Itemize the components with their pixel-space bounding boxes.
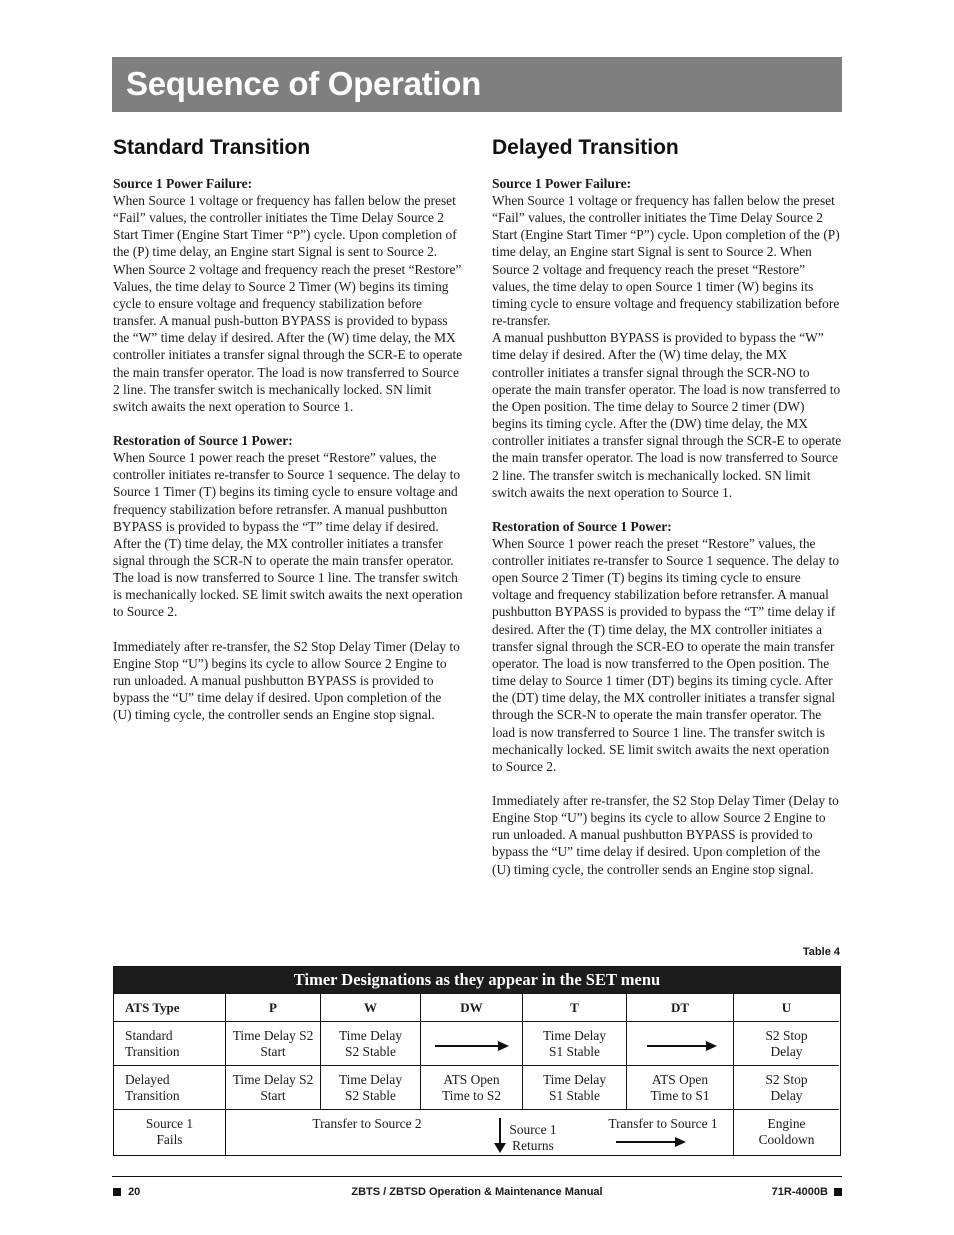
standard-row-type: Standard Transition [114, 1022, 226, 1065]
delayed-transition-section [492, 136, 842, 878]
delayed-row-dw: ATS Open Time to S2 [421, 1066, 523, 1109]
doc-number: 71R-4000B [771, 1186, 828, 1198]
standard-transition-heading: Standard Transition [113, 136, 311, 159]
header-u: U [781, 1000, 792, 1015]
header-p: P [226, 994, 321, 1021]
arrow-right-icon [435, 1041, 509, 1051]
delayed-restore-heading: Restoration of Source 1 Power: [492, 518, 672, 534]
standard-row-dt [627, 1022, 734, 1065]
header-dw: DW [421, 994, 523, 1021]
standard-restore-heading: Restoration of Source 1 Power: [113, 433, 293, 449]
standard-row-w: Time Delay S2 Stable [321, 1022, 421, 1065]
delayed-restore-text: When Source 1 power reach the preset “Restore” values, the controller initiates re-transfer to Source 1 sequence. The delay to open Source 2 Timer (T) begins its timing cycle to ensure voltage and frequency stabilization before retransfer. A manual pushbutton BYPASS is provided to bypass the “T” time delay if desired. After the (T) time delay, the MX controller initiates a transfer signal through the SCR-EO to operate the main transfer operator. The load is now transferred to the Open position. The time delay to Source 1 timer (DT) begins its timing cycle. After the (DT) time delay, the MX controller initiates a transfer signal through the SCR-N to operate the main transfer operator. The load is now transferred to Source 1 line. The transfer switch is mechanically locked. SE limit switch awaits the next operation to Source 2. [492, 535, 840, 774]
footer-page-number-block [113, 1186, 140, 1198]
timeline-engine-cooldown: Engine Cooldown [758, 1116, 815, 1147]
table-row-standard [114, 1022, 839, 1066]
page-title: Sequence of Operation [126, 65, 481, 102]
table-row-timeline [114, 1110, 839, 1155]
header-t: T [523, 994, 627, 1021]
arrow-right-icon [647, 1041, 717, 1051]
header-w: W [321, 994, 421, 1021]
delayed-transition-heading: Delayed Transition [492, 136, 679, 159]
standard-transition-section [113, 136, 463, 723]
header-dt: DT [627, 994, 734, 1021]
standard-row-t: Time Delay S1 Stable [523, 1022, 627, 1065]
delayed-row-type: Delayed Transition [114, 1066, 226, 1109]
table-title: Timer Designations as they appear in the SET menu [114, 967, 840, 994]
standard-restore-text: When Source 1 power reach the preset “Restore” values, the controller initiates re-transfer to Source 1 sequence. The delay to Source 1 Timer (T) begins its timing cycle to ensure voltage and frequency stabilization before retransfer. A manual pushbutton BYPASS is provided to bypass the “T” time delay if desired. After the (T) time delay, the MX controller initiates a transfer signal through the SCR-N to operate the main transfer operator. The load is now transferred to Source 1 line. The transfer switch is mechanically locked. SE limit switch awaits the next operation to Source 2. [113, 450, 463, 620]
delayed-row-p: Time Delay S2 Start [226, 1066, 321, 1109]
title-bar [112, 57, 842, 112]
delayed-s1-fail-heading: Source 1 Power Failure: [492, 176, 632, 191]
table-row-delayed [114, 1066, 839, 1110]
standard-after-text: Immediately after re-transfer, the S2 Stop Delay Timer (Delay to Engine Stop “U”) begins its cycle to allow Source 2 Engine to run unloaded. A manual pushbutton BYPASS is provided to bypass the “U” time delay if desired. Upon completion of the (U) timing cycle, the controller sends an Engine stop signal. [113, 638, 460, 723]
delayed-after-text: Immediately after re-transfer, the S2 Stop Delay Timer (Delay to Engine Stop “U”) begins its cycle to allow Source 2 Engine to run unloaded. A manual pushbutton BYPASS is provided to bypass the “U” time delay if desired. Upon completion of the (U) timing cycle, the controller sends an Engine stop signal. [492, 793, 839, 877]
standard-s1-fail-heading: Source 1 Power Failure: [113, 176, 253, 191]
header-ats-type: ATS Type [114, 994, 226, 1021]
standard-row-dw [421, 1022, 523, 1065]
timeline-transfer-span [226, 1110, 734, 1155]
square-bullet-icon [834, 1188, 842, 1196]
standard-s1-fail-text: When Source 1 voltage or frequency has fallen below the preset “Fail” values, the controller initiates the Time Delay Source 2 Start Timer (Engine Start Timer “P”) cycle. Upon completion of the (P) time delay, an Engine start Signal is sent to Source 2. When Source 2 voltage and frequency reach the preset “Restore” Values, the time delay to Source 2 Timer (W) begins its timing cycle to ensure voltage and frequency stabilization before transfer. A manual push-button BYPASS is provided to bypass the “W” time delay if desired. After the (W) time delay, the MX controller initiates a transfer signal through the SCR-E to operate the main transfer operator. The load is now transferred to Source 2 line. The transfer switch is mechanically locked. SN limit switch awaits the next operation to Source 1. [113, 193, 463, 414]
standard-row-p: Time Delay S2 Start [226, 1022, 321, 1065]
timeline-source1-returns: Source 1 Returns [509, 1122, 557, 1153]
timeline-transfer-to-s1: Transfer to Source 1 [608, 1116, 718, 1131]
timeline-transfer-to-s2: Transfer to Source 2 [312, 1116, 422, 1131]
square-bullet-icon [113, 1188, 121, 1196]
delayed-row-w: Time Delay S2 Stable [321, 1066, 421, 1109]
arrow-right-icon [616, 1137, 686, 1147]
delayed-row-u: S2 Stop Delay [765, 1072, 808, 1103]
footer-rule [112, 1176, 842, 1177]
delayed-s1-fail-text: When Source 1 voltage or frequency has fallen below the preset “Fail” values, the controller initiates the Time Delay Source 2 Start (Engine Start Timer “P”) cycle. Upon completion of the (P) time delay, an Engine start Signal is sent to Source 2. When Source 2 voltage and frequency reach the preset “Restore” values, the time delay to open Source 1 timer (W) begins its timing cycle to ensure voltage and frequency stabilization before re-transfer. [492, 193, 840, 329]
page-number: 20 [128, 1186, 141, 1198]
delayed-row-t: Time Delay S1 Stable [523, 1066, 627, 1109]
timer-designations-table [113, 966, 841, 1156]
table-caption: Table 4 [802, 946, 840, 958]
table-header-row [114, 994, 839, 1022]
delayed-s1-fail-text-2: A manual pushbutton BYPASS is provided to bypass the “W” time delay if desired. After the (W) time delay, the MX controller initiates a transfer signal through the SCR-NO to operate the main transfer operator. The load is now transferred to the Open position. The time delay to Source 2 timer (DW) begins its timing cycle. After the (DW) time delay, the MX controller initiates a transfer signal through the SCR-E to operate the main transfer operator. The load is now transferred to Source 2 line. The transfer switch is mechanically locked. SN limit switch awaits the next operation to Source 1. [492, 330, 842, 500]
manual-title: ZBTS / ZBTSD Operation & Maintenance Manual [351, 1186, 603, 1198]
standard-row-u: S2 Stop Delay [765, 1028, 808, 1059]
timeline-source1-fails: Source 1 Fails [114, 1110, 226, 1155]
footer-doc-number-block [740, 1186, 842, 1198]
delayed-row-dt: ATS Open Time to S1 [627, 1066, 734, 1109]
